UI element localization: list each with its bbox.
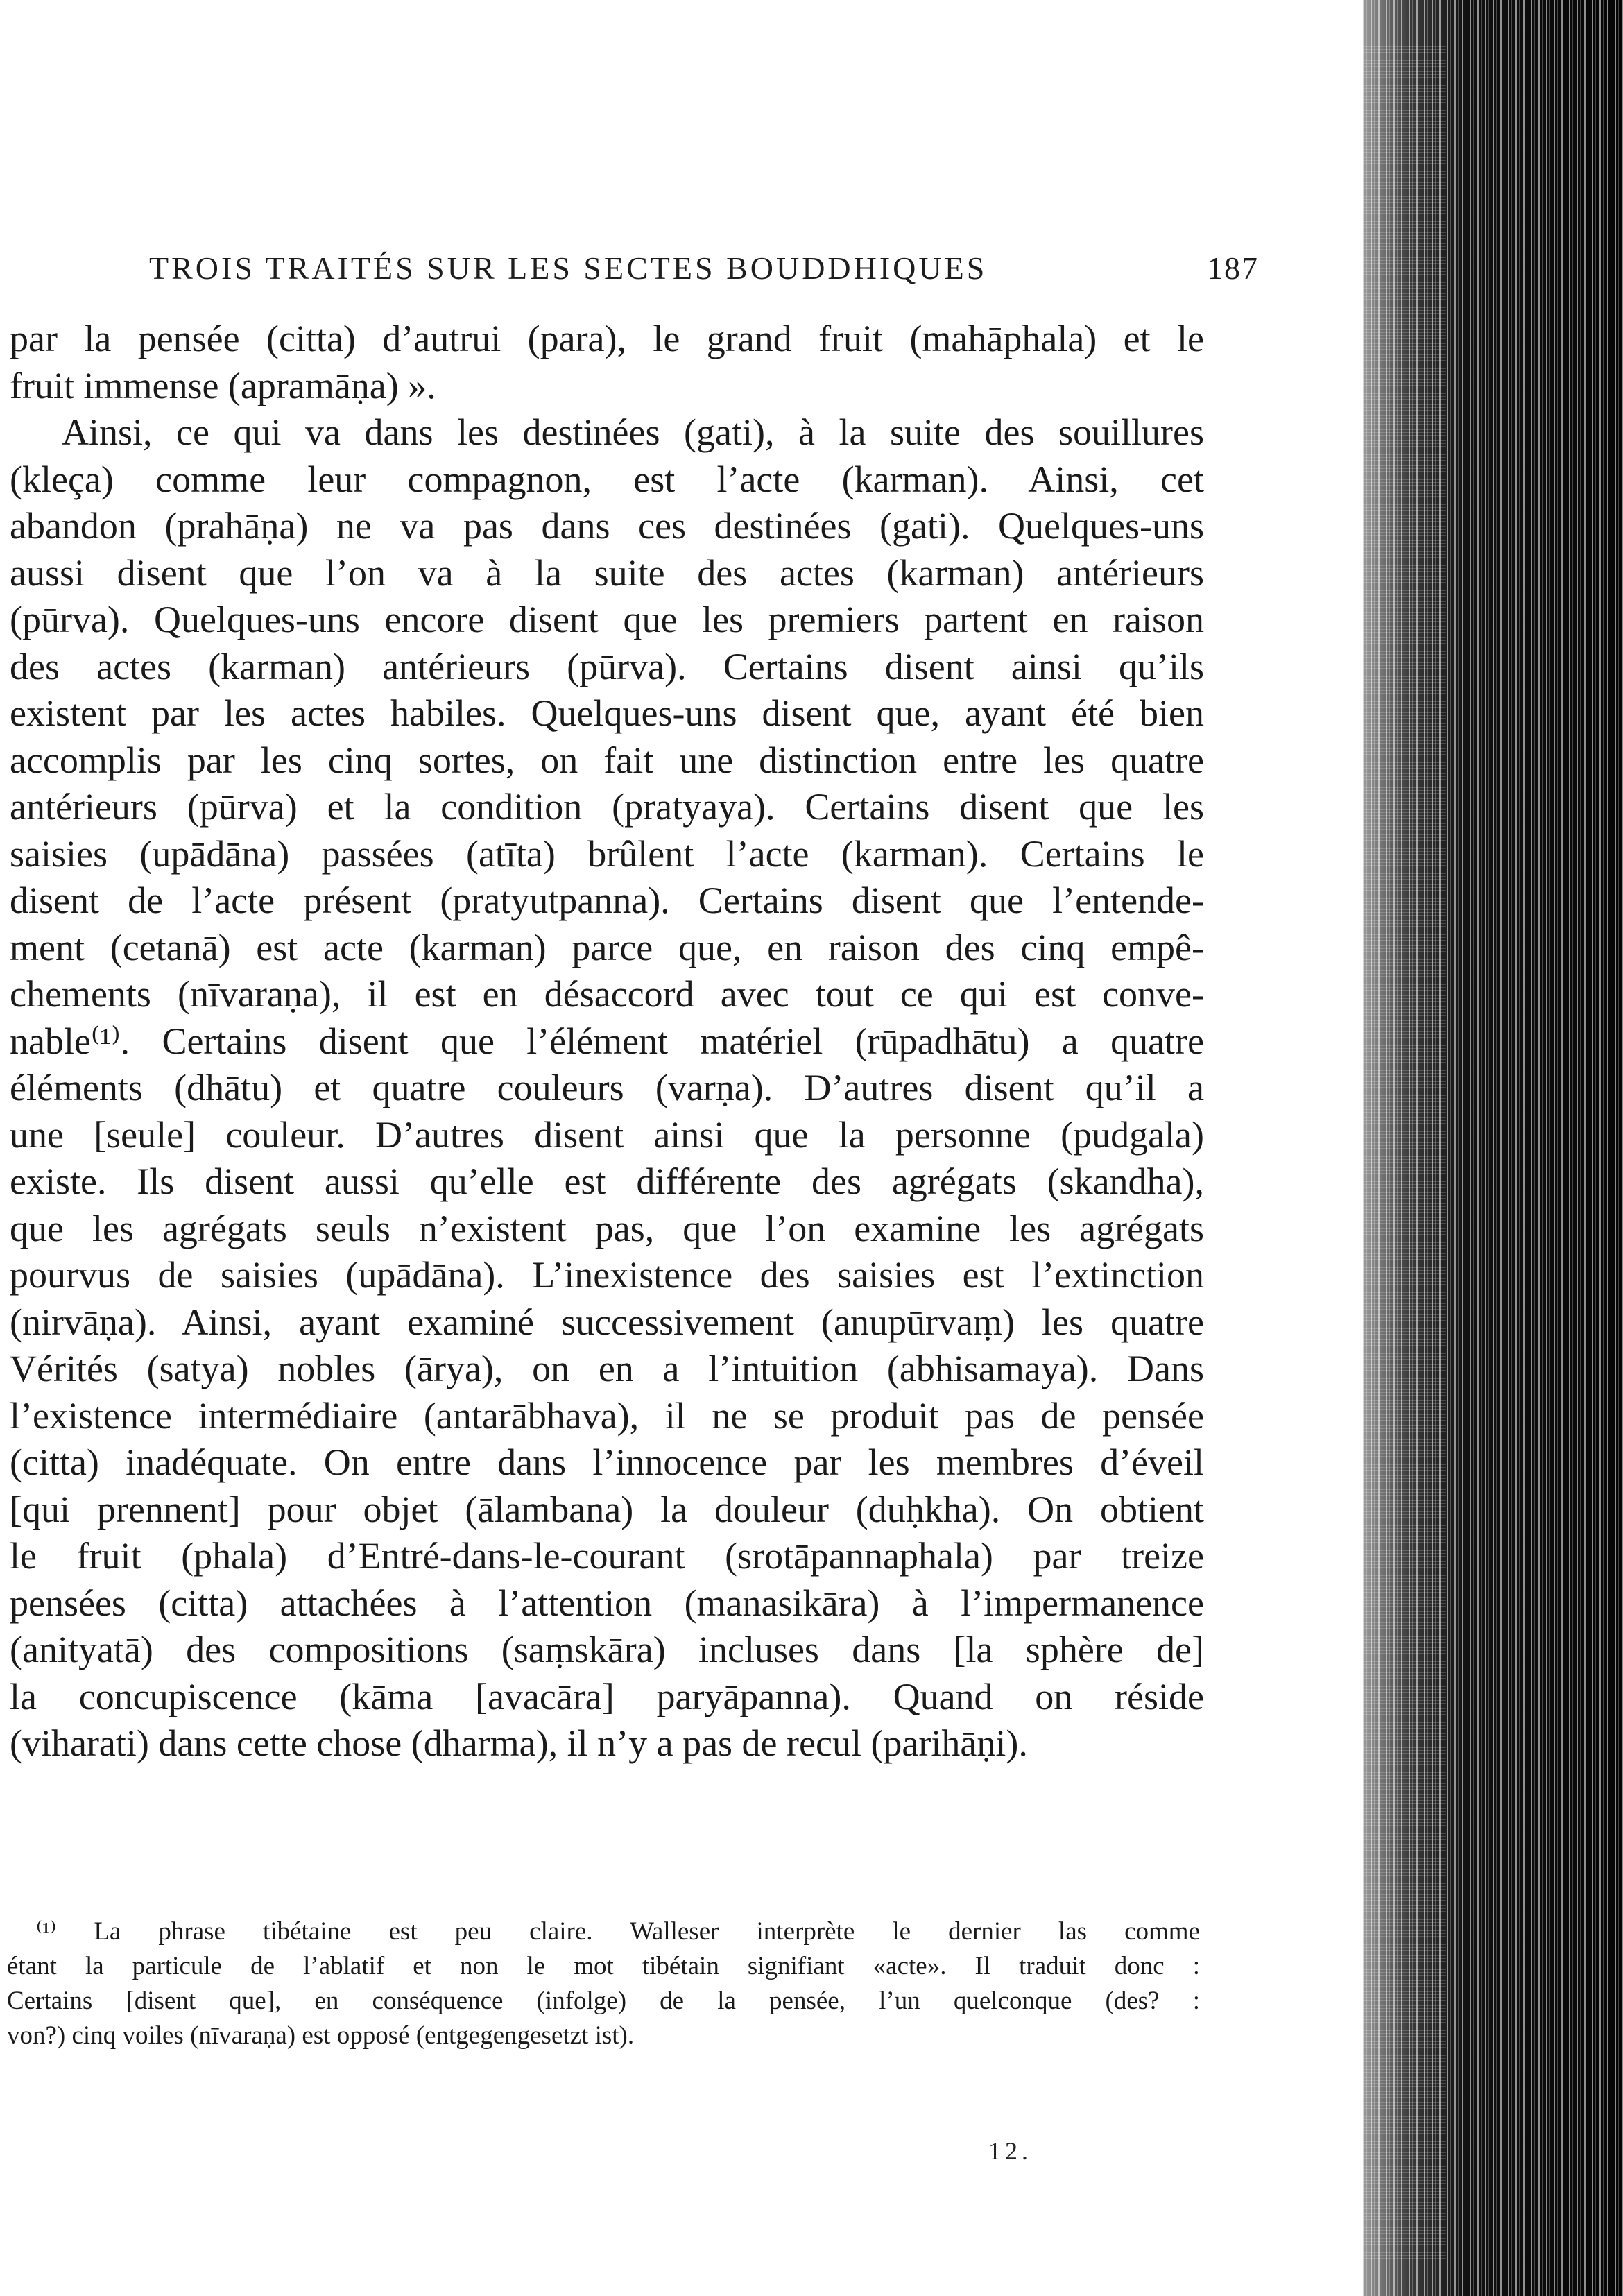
text-line: aussi disent que l’on va à la suite des actes (karman) antérieurs — [10, 551, 1204, 594]
footnotes — [7, 1914, 1200, 2053]
page-number: 187 — [1207, 250, 1259, 286]
text-line: ment (cetanā) est acte (karman) parce que, en raison des cinq empê- — [10, 926, 1204, 968]
text-line: pourvus de saisies (upādāna). L’inexistence des saisies est l’extinction — [10, 1254, 1204, 1296]
text-line: nable⁽¹⁾. Certains disent que l’élément matériel (rūpadhātu) a quatre — [10, 1020, 1204, 1062]
text-line: le fruit (phala) d’Entré-dans-le-courant (srotāpannaphala) par treize — [10, 1535, 1204, 1577]
text-line: disent de l’acte présent (pratyutpanna). Certains disent que l’entende- — [10, 880, 1204, 921]
body-text — [10, 316, 1204, 1767]
text-line: existent par les actes habiles. Quelques-uns disent que, ayant été bien — [10, 692, 1204, 734]
text-line: une [seule] couleur. D’autres disent ainsi que la personne (pudgala) — [10, 1113, 1204, 1156]
text-line: (kleça) comme leur compagnon, est l’acte (karman). Ainsi, cet — [10, 458, 1204, 500]
text-line: Ainsi, ce qui va dans les destinées (gati), à la suite des souillures — [62, 411, 1204, 453]
text-line: Vérités (satya) nobles (ārya), on en a l’intuition (abhisamaya). Dans — [10, 1348, 1204, 1389]
text-line: (viharati) dans cette chose (dharma), il n’y a pas de recul (parihāṇi). — [10, 1722, 1028, 1764]
footnote-line: von?) cinq voiles (nīvaraṇa) est opposé (entgegengesetzt ist). — [7, 2021, 635, 2050]
binding-edge-texture — [1363, 42, 1446, 2261]
footnote-line: ⁽¹⁾ La phrase tibétaine est peu claire. Walleser interprète le dernier las comme — [36, 1917, 1200, 1946]
text-line: [qui prennent] pour objet (ālambana) la douleur (duḥkha). On obtient — [10, 1488, 1204, 1530]
text-line: antérieurs (pūrva) et la condition (pratyaya). Certains disent que les — [10, 786, 1204, 828]
text-line: (pūrva). Quelques-uns encore disent que les premiers partent en raison — [10, 599, 1204, 640]
text-line: l’existence intermédiaire (antarābhava), il ne se produit pas de pensée — [10, 1394, 1204, 1437]
text-line: que les agrégats seuls n’existent pas, que l’on examine les agrégats — [10, 1207, 1204, 1249]
signature-mark: 12. — [988, 2137, 1032, 2165]
text-line: par la pensée (citta) d’autrui (para), le grand fruit (mahāphala) et le — [10, 318, 1204, 359]
binding-edge-shadow — [1363, 0, 1623, 2296]
text-line: existe. Ils disent aussi qu’elle est différente des agrégats (skandha), — [10, 1160, 1204, 1202]
footnote-line: Certains [disent que], en conséquence (infolge) de la pensée, l’un quelconque (des? : — [7, 1987, 1200, 2015]
text-line: accomplis par les cinq sortes, on fait une distinction entre les quatre — [10, 739, 1204, 781]
text-line: (anityatā) des compositions (saṃskāra) incluses dans [la sphère de] — [10, 1629, 1204, 1670]
text-line: pensées (citta) attachées à l’attention (manasikāra) à l’impermanence — [10, 1582, 1204, 1624]
running-title: TROIS TRAITÉS SUR LES SECTES BOUDDHIQUES — [149, 250, 988, 286]
text-line: la concupiscence (kāma [avacāra] paryāpanna). Quand on réside — [10, 1675, 1204, 1717]
text-line: chements (nīvaraṇa), il est en désaccord avec tout ce qui est conve- — [10, 973, 1204, 1015]
text-line: éléments (dhātu) et quatre couleurs (varṇa). D’autres disent qu’il a — [10, 1067, 1204, 1108]
footnote-line: étant la particule de l’ablatif et non le mot tibétain signifiant «acte». Il traduit donc : — [7, 1952, 1200, 1980]
text-line: abandon (prahāṇa) ne va pas dans ces destinées (gati). Quelques-uns — [10, 505, 1204, 547]
text-line: fruit immense (apramāṇa) ». — [10, 364, 436, 406]
text-line: saisies (upādāna) passées (atīta) brûlent l’acte (karman). Certains le — [10, 832, 1204, 875]
running-head — [66, 250, 1259, 291]
text-line: (citta) inadéquate. On entre dans l’innocence par les membres d’éveil — [10, 1441, 1204, 1483]
text-line: (nirvāṇa). Ainsi, ayant examiné successivement (anupūrvaṃ) les quatre — [10, 1301, 1204, 1343]
text-line: des actes (karman) antérieurs (pūrva). Certains disent ainsi qu’ils — [10, 645, 1204, 687]
